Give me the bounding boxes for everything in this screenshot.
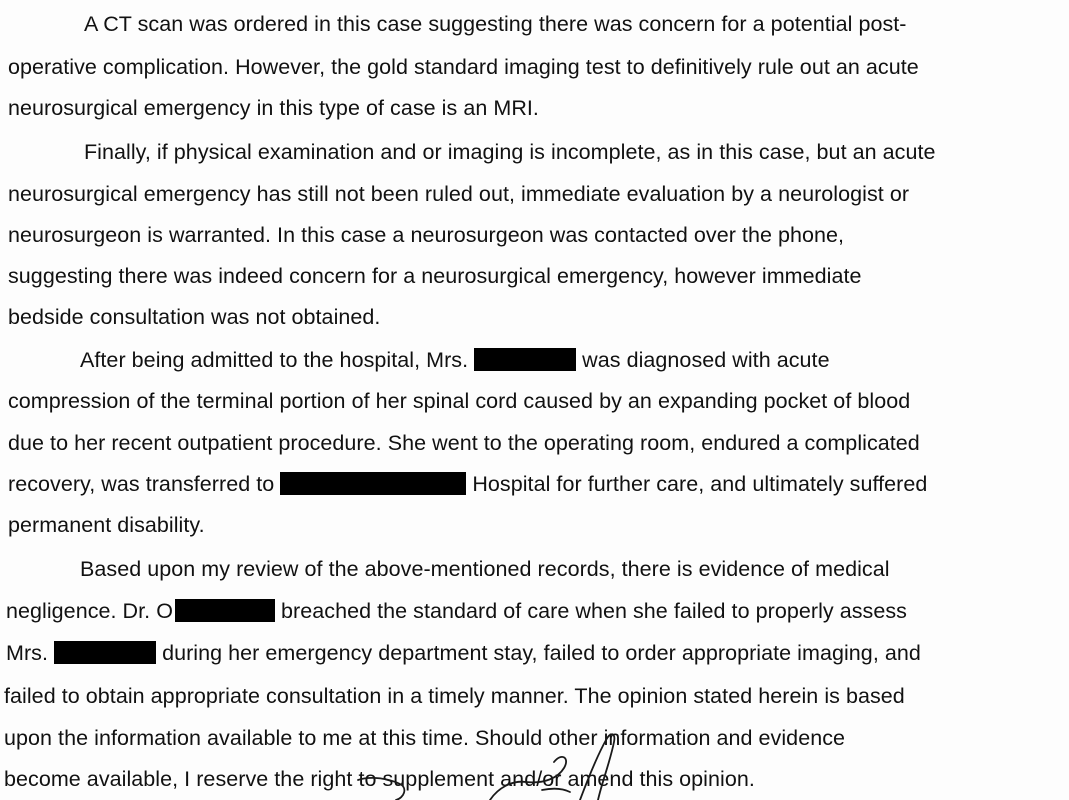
redaction-block <box>175 599 275 622</box>
text-segment: recovery, was transferred to <box>8 472 275 496</box>
text-line: neurosurgical emergency in this type of case is an MRI. <box>8 96 539 120</box>
text-line: A CT scan was ordered in this case suggesting there was concern for a potential post- <box>84 12 907 36</box>
text-line: operative complication. However, the gold standard imaging test to definitively rule out an acute <box>8 55 919 79</box>
text-line: due to her recent outpatient procedure. She went to the operating room, endured a complicated <box>8 431 920 455</box>
text-line <box>6 640 921 666</box>
text-segment: negligence. Dr. O <box>6 599 173 623</box>
text-line: failed to obtain appropriate consultation in a timely manner. The opinion stated herein is based <box>4 684 905 708</box>
text-line: suggesting there was indeed concern for a neurosurgical emergency, however immediate <box>8 264 862 288</box>
text-line: Based upon my review of the above-mentioned records, there is evidence of medical <box>80 557 890 581</box>
text-line: become available, I reserve the right to supplement and/or amend this opinion. <box>4 767 755 791</box>
text-line: upon the information available to me at this time. Should other information and evidence <box>4 726 846 750</box>
redaction-block <box>280 472 466 495</box>
text-segment: breached the standard of care when she failed to properly assess <box>281 599 907 623</box>
text-line <box>8 471 927 497</box>
redaction-block <box>474 348 576 371</box>
text-line: permanent disability. <box>8 513 205 537</box>
text-line <box>6 598 907 624</box>
text-line: neurosurgeon is warranted. In this case a neurosurgeon was contacted over the phone, <box>8 223 845 247</box>
text-segment: during her emergency department stay, failed to order appropriate imaging, and <box>162 641 921 665</box>
text-segment: was diagnosed with acute <box>582 348 830 372</box>
text-line: Finally, if physical examination and or imaging is incomplete, as in this case, but an acute <box>84 140 936 164</box>
text-line: compression of the terminal portion of her spinal cord caused by an expanding pocket of blood <box>8 389 911 413</box>
text-line: neurosurgical emergency has still not been ruled out, immediate evaluation by a neurologist or <box>8 182 910 206</box>
text-segment: Mrs. <box>6 641 48 665</box>
text-segment: Hospital for further care, and ultimately suffered <box>472 472 928 496</box>
text-line <box>80 347 830 373</box>
text-segment: After being admitted to the hospital, Mrs. <box>80 348 469 372</box>
redaction-block <box>54 641 156 664</box>
text-line: bedside consultation was not obtained. <box>8 305 381 329</box>
